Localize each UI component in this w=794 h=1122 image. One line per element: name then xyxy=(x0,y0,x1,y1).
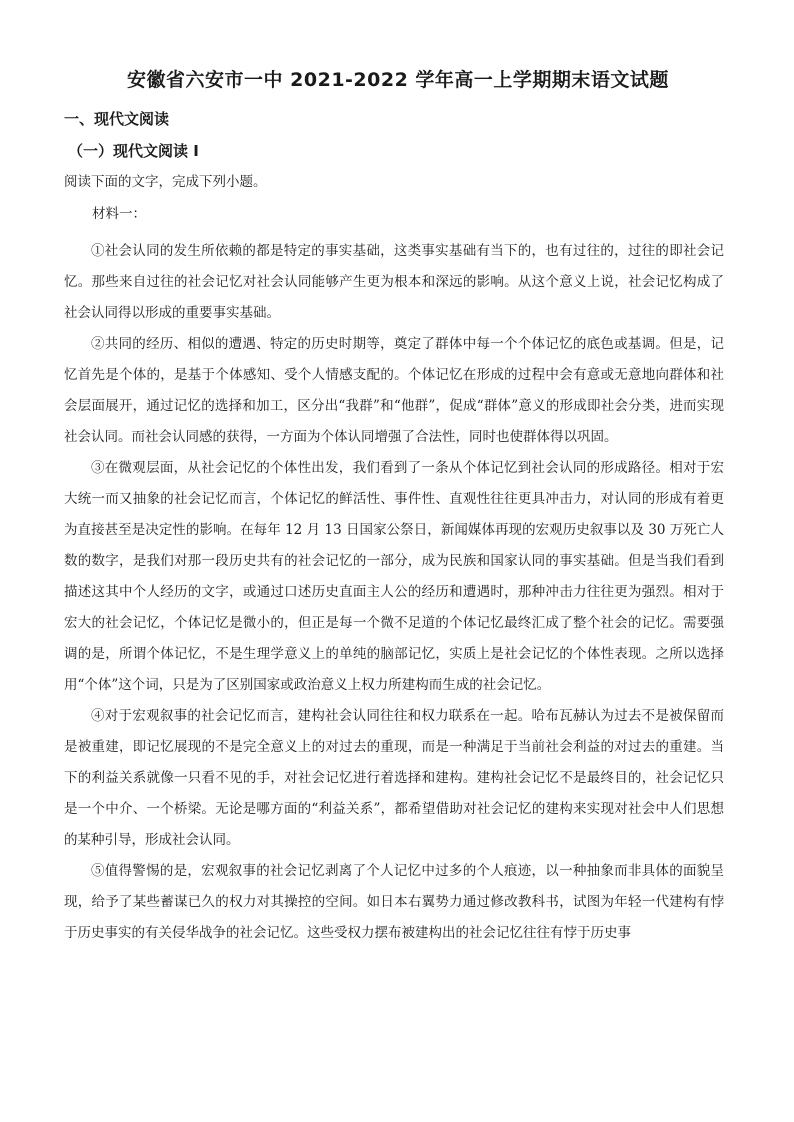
page-title: 安徽省六安市一中 2021-2022 学年高一上学期期末语文试题 xyxy=(127,69,669,91)
document-page xyxy=(64,66,724,949)
paragraph-1: ①社会认同的发生所依赖的都是特定的事实基础，这类事实基础有当下的，也有过往的，过往的即社会记忆。那些来自过往的社会记忆对社会认同能够产生更为根本和深远的影响。从这个意义上说，社会记忆构成了社会认同得以形成的重要事实基础。 xyxy=(64,243,724,321)
material-label: 材料一： xyxy=(92,206,146,222)
paragraph-4: ④对于宏观叙事的社会记忆而言，建构社会认同往往和权力联系在一起。哈布瓦赫认为过去不是被保留而是被重建，即记忆展现的不是完全意义上的对过去的重现，而是一种满足于当前社会利益的对过去的重建。当下的利益关系就像一只看不见的手，对社会记忆进行着选择和建构。建构社会记忆不是最终目的，社会记忆只是一个中介、一个桥梁。无论是哪方面的“利益关系”，都希望借助对社会记忆的建构来实现对社会中人们思想的某种引导，形成社会认同。 xyxy=(64,708,724,848)
paragraph-3: ③在微观层面，从社会记忆的个体性出发，我们看到了一条从个体记忆到社会认同的形成路径。相对于宏大统一而又抽象的社会记忆而言，个体记忆的鲜活性、事件性、直观性往往更具冲击力，对认同的形成有着更为直接甚至是决定性的影响。在每年 12 月 13 日国家公祭日，新闻媒体再现的宏观历史叙事以及 30 万死亡人数的数字，是我们对那一段历史共有的社会记忆的一部分，成为民族和国家认同的事实基础。但是当我们看到描述这其中个人经历的文字，或通过口述历史直面主人公的经历和遭遇时，那种冲击力往往更为强烈。相对于宏大的社会记忆，个体记忆是微小的，但正是每一个微不足道的个体记忆最终汇成了整个社会的记忆。需要强调的是，所谓个体记忆，不是生理学意义上的单纯的脑部记忆，实质上是社会记忆的个体性表现。之所以选择用“个体”这个词，只是为了区别国家或政治意义上权力所建构而生成的社会记忆。 xyxy=(64,460,724,693)
section-heading: 一、现代文阅读 xyxy=(64,110,170,128)
paragraph-5: ⑤值得警惕的是，宏观叙事的社会记忆剥离了个人记忆中过多的个人痕迹，以一种抽象而非具体的面貌呈现，给予了某些蓄谋已久的权力对其操控的空间。如日本右翼势力通过修改教科书，试图为年轻一代建构有悖于历史事实的有关侵华战争的社会记忆。这些受权力摆布被建构出的社会记忆往往有悖于历史事 xyxy=(64,863,724,941)
paragraph-2: ②共同的经历、相似的遭遇、特定的历史时期等，奠定了群体中每一个个体记忆的底色或基调。但是，记忆首先是个体的，是基于个体感知、受个人情感支配的。个体记忆在形成的过程中会有意或无意地向群体和社会层面展开，通过记忆的选择和加工，区分出“我群”和“他群”，促成“群体”意义的形成即社会分类，进而实现社会认同。而社会认同感的获得，一方面为个体认同增强了合法性，同时也使群体得以巩固。 xyxy=(64,336,724,445)
subsection-heading: （一）现代文阅读 I xyxy=(68,142,199,160)
instruction-text: 阅读下面的文字，完成下列小题。 xyxy=(64,174,267,190)
